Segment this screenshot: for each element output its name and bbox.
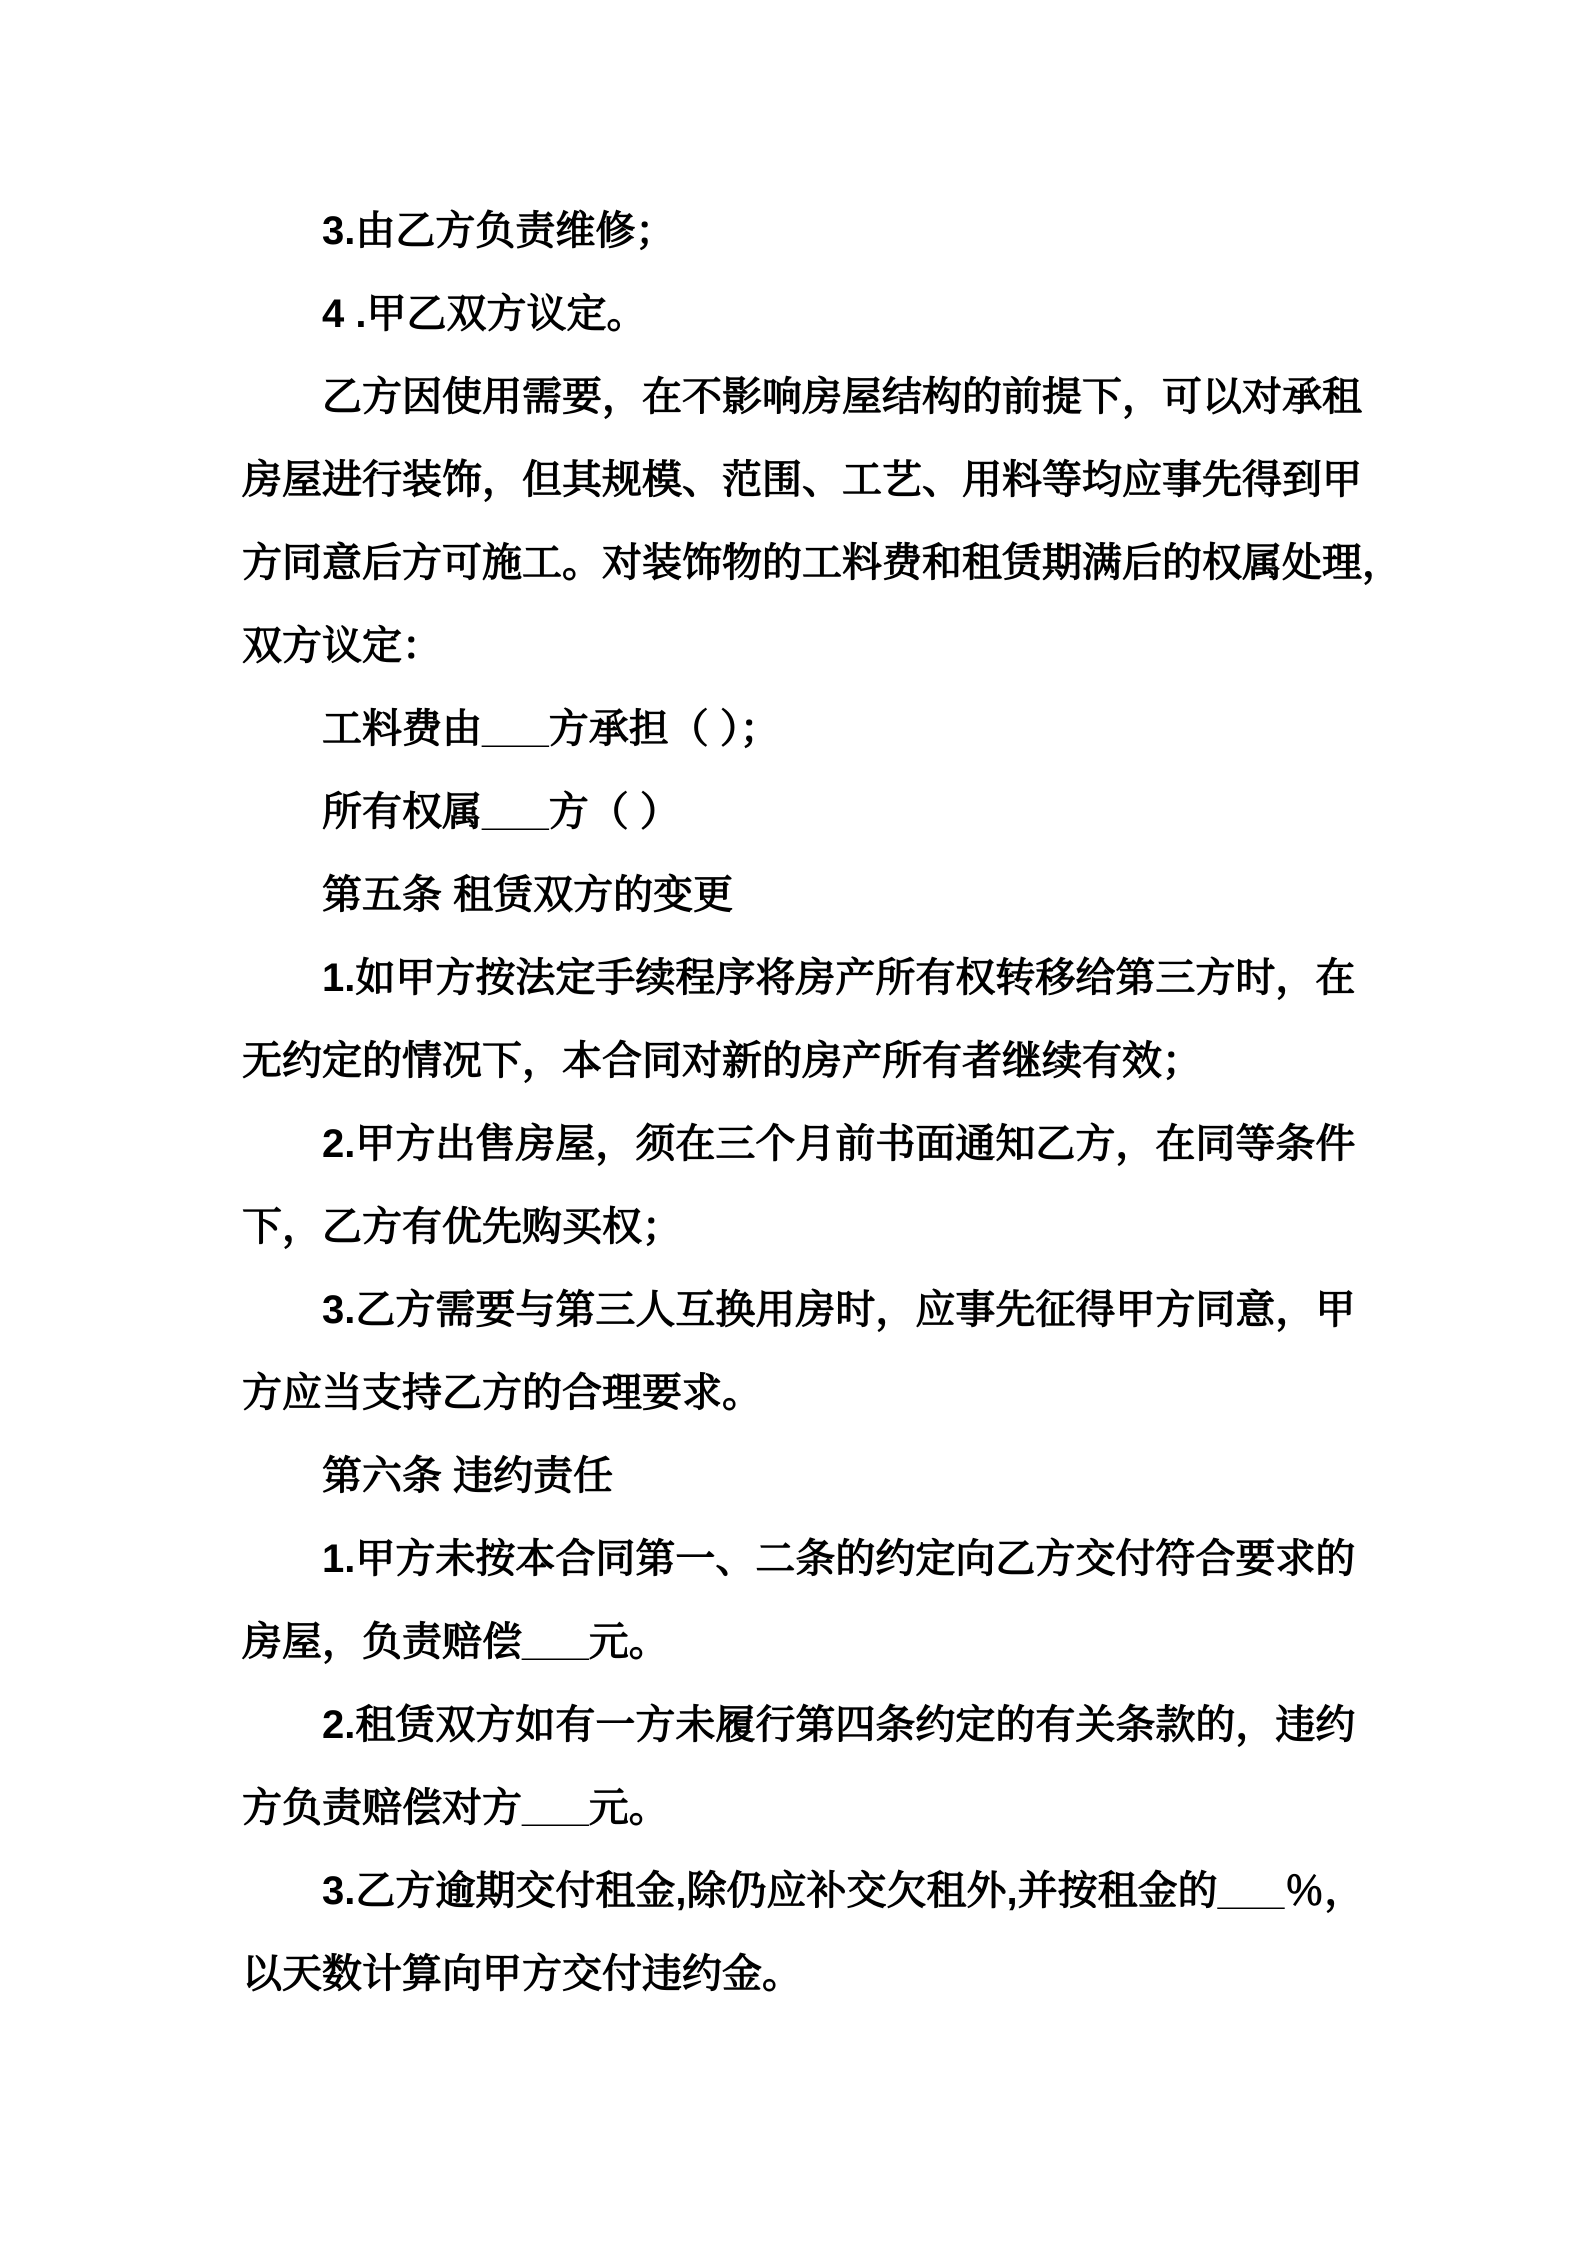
- text-line: 3.乙方需要与第三人互换用房时，应事先征得甲方同意，甲: [322, 1288, 1356, 1332]
- text-line: 方同意后方可施工。对装饰物的工料费和租赁期满后的权属处理，: [242, 541, 1402, 585]
- text-line: 3.乙方逾期交付租金,除仍应补交欠租外,并按租金的___％，: [322, 1869, 1365, 1913]
- text-line: 无约定的情况下，本合同对新的房产所有者继续有效；: [242, 1039, 1202, 1083]
- text-line: 2.租赁双方如有一方未履行第四条约定的有关条款的，违约: [322, 1703, 1356, 1747]
- text-line: 乙方因使用需要，在不影响房屋结构的前提下，可以对承租: [322, 375, 1362, 419]
- document-body: [242, 190, 1402, 2016]
- text-line: 4 .甲乙双方议定。: [322, 292, 647, 336]
- text-line: 房屋进行装饰，但其规模、范围、工艺、用料等均应事先得到甲: [242, 458, 1362, 502]
- text-line: 下，乙方有优先购买权；: [242, 1205, 682, 1249]
- text-line: 房屋，负责赔偿___元。: [242, 1620, 669, 1664]
- text-line: 3.由乙方负责维修；: [322, 209, 676, 253]
- text-line: 方应当支持乙方的合理要求。: [242, 1371, 762, 1415]
- text-line: 所有权属___方（ ）: [322, 790, 680, 834]
- text-line: 第五条 租赁双方的变更: [322, 873, 734, 917]
- text-line: 2.甲方出售房屋，须在三个月前书面通知乙方，在同等条件: [322, 1122, 1356, 1166]
- text-line: 双方议定：: [242, 624, 442, 668]
- text-line: 以天数计算向甲方交付违约金。: [242, 1952, 802, 1996]
- text-line: 工料费由___方承担（ ）；: [322, 707, 780, 751]
- text-line: 1.甲方未按本合同第一、二条的约定向乙方交付符合要求的: [322, 1537, 1356, 1581]
- text-line: 第六条 违约责任: [322, 1454, 614, 1498]
- text-line: 方负责赔偿对方___元。: [242, 1786, 669, 1830]
- text-line: 1.如甲方按法定手续程序将房产所有权转移给第三方时，在: [322, 956, 1356, 1000]
